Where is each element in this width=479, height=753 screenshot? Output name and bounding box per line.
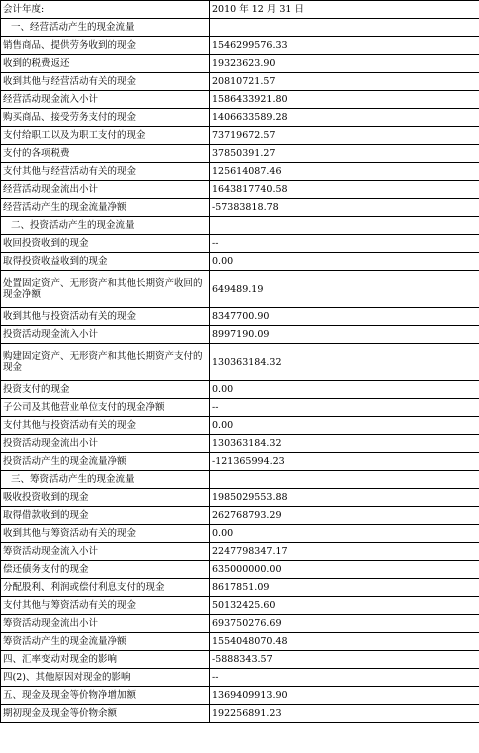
row-label: 投资活动现金流入小计 <box>1 326 210 344</box>
row-value: -- <box>210 669 479 687</box>
row-value: 37850391.27 <box>210 145 479 163</box>
section-header-row <box>1 19 479 37</box>
row-label: 五、现金及现金等价物净增加额 <box>1 687 210 705</box>
row-value: 1554048070.48 <box>210 633 479 651</box>
row-value: 130363184.32 <box>210 344 479 381</box>
row-label: 收回投资收到的现金 <box>1 235 210 253</box>
row-value: 8997190.09 <box>210 326 479 344</box>
row-value <box>210 471 479 489</box>
section-title: 三、筹资活动产生的现金流量 <box>1 471 210 489</box>
table-row <box>1 109 479 127</box>
table-row <box>1 127 479 145</box>
row-value: 8617851.09 <box>210 579 479 597</box>
row-value: 2010 年 12 月 31 日 <box>210 1 479 19</box>
cash-flow-table-body <box>1 1 479 723</box>
table-row <box>1 453 479 471</box>
row-value: 130363184.32 <box>210 435 479 453</box>
row-value: 0.00 <box>210 381 479 399</box>
row-label: 购建固定资产、无形资产和其他长期资产支付的现金 <box>1 344 210 381</box>
row-label: 筹资活动产生的现金流量净额 <box>1 633 210 651</box>
row-label: 子公司及其他营业单位支付的现金净额 <box>1 399 210 417</box>
row-value: 1985029553.88 <box>210 489 479 507</box>
row-value: -121365994.23 <box>210 453 479 471</box>
row-label: 偿还债务支付的现金 <box>1 561 210 579</box>
row-value: 262768793.29 <box>210 507 479 525</box>
table-row <box>1 579 479 597</box>
table-row <box>1 55 479 73</box>
row-value: -- <box>210 399 479 417</box>
table-row <box>1 489 479 507</box>
row-value: 649489.19 <box>210 271 479 308</box>
table-row <box>1 507 479 525</box>
row-label: 收到的税费返还 <box>1 55 210 73</box>
row-label: 支付给职工以及为职工支付的现金 <box>1 127 210 145</box>
table-row <box>1 651 479 669</box>
row-value: 1643817740.58 <box>210 181 479 199</box>
row-label: 吸收投资收到的现金 <box>1 489 210 507</box>
row-value <box>210 217 479 235</box>
row-value: 19323623.90 <box>210 55 479 73</box>
row-label: 收到其他与投资活动有关的现金 <box>1 308 210 326</box>
table-row <box>1 37 479 55</box>
row-label: 取得借款收到的现金 <box>1 507 210 525</box>
table-row <box>1 344 479 381</box>
table-row <box>1 253 479 271</box>
table-row <box>1 73 479 91</box>
row-label: 经营活动产生的现金流量净额 <box>1 199 210 217</box>
row-value: 20810721.57 <box>210 73 479 91</box>
row-label: 投资支付的现金 <box>1 381 210 399</box>
row-value: 192256891.23 <box>210 705 479 723</box>
row-label: 经营活动现金流出小计 <box>1 181 210 199</box>
row-value: 635000000.00 <box>210 561 479 579</box>
table-row <box>1 561 479 579</box>
row-label: 四、汇率变动对现金的影响 <box>1 651 210 669</box>
row-label: 收到其他与经营活动有关的现金 <box>1 73 210 91</box>
row-label: 取得投资收益收到的现金 <box>1 253 210 271</box>
row-value: -- <box>210 235 479 253</box>
row-value: 8347700.90 <box>210 308 479 326</box>
row-value: 1406633589.28 <box>210 109 479 127</box>
table-row <box>1 145 479 163</box>
table-row <box>1 399 479 417</box>
table-row <box>1 669 479 687</box>
table-row <box>1 633 479 651</box>
table-row <box>1 417 479 435</box>
row-value: 1586433921.80 <box>210 91 479 109</box>
row-label: 筹资活动现金流出小计 <box>1 615 210 633</box>
table-row <box>1 543 479 561</box>
table-row <box>1 199 479 217</box>
section-header-row <box>1 471 479 489</box>
table-row <box>1 597 479 615</box>
row-value: 2247798347.17 <box>210 543 479 561</box>
table-row <box>1 235 479 253</box>
table-row <box>1 271 479 308</box>
row-label: 分配股利、利润或偿付利息支付的现金 <box>1 579 210 597</box>
table-row <box>1 326 479 344</box>
row-value <box>210 19 479 37</box>
row-label: 支付其他与经营活动有关的现金 <box>1 163 210 181</box>
row-label: 销售商品、提供劳务收到的现金 <box>1 37 210 55</box>
row-value: 50132425.60 <box>210 597 479 615</box>
table-row <box>1 91 479 109</box>
table-row <box>1 308 479 326</box>
table-row <box>1 381 479 399</box>
row-label: 投资活动现金流出小计 <box>1 435 210 453</box>
row-value: -5888343.57 <box>210 651 479 669</box>
row-label: 投资活动产生的现金流量净额 <box>1 453 210 471</box>
row-label: 四(2)、其他原因对现金的影响 <box>1 669 210 687</box>
row-value: 1546299576.33 <box>210 37 479 55</box>
row-label: 收到其他与筹资活动有关的现金 <box>1 525 210 543</box>
row-value: 1369409913.90 <box>210 687 479 705</box>
table-row <box>1 687 479 705</box>
row-value: 73719672.57 <box>210 127 479 145</box>
row-label: 支付其他与筹资活动有关的现金 <box>1 597 210 615</box>
table-row <box>1 181 479 199</box>
row-label: 会计年度: <box>1 1 210 19</box>
section-title: 一、经营活动产生的现金流量 <box>1 19 210 37</box>
row-value: 693750276.69 <box>210 615 479 633</box>
section-title: 二、投资活动产生的现金流量 <box>1 217 210 235</box>
row-value: 0.00 <box>210 417 479 435</box>
table-row <box>1 1 479 19</box>
section-header-row <box>1 217 479 235</box>
row-value: 0.00 <box>210 525 479 543</box>
row-label: 支付其他与投资活动有关的现金 <box>1 417 210 435</box>
row-label: 筹资活动现金流入小计 <box>1 543 210 561</box>
row-value: -57383818.78 <box>210 199 479 217</box>
row-label: 支付的各项税费 <box>1 145 210 163</box>
row-value: 125614087.46 <box>210 163 479 181</box>
row-label: 处置固定资产、无形资产和其他长期资产收回的现金净额 <box>1 271 210 308</box>
row-label: 购买商品、接受劳务支付的现金 <box>1 109 210 127</box>
table-row <box>1 705 479 723</box>
row-label: 经营活动现金流入小计 <box>1 91 210 109</box>
table-row <box>1 435 479 453</box>
table-row <box>1 615 479 633</box>
table-row <box>1 525 479 543</box>
row-value: 0.00 <box>210 253 479 271</box>
table-row <box>1 163 479 181</box>
row-label: 期初现金及现金等价物余额 <box>1 705 210 723</box>
